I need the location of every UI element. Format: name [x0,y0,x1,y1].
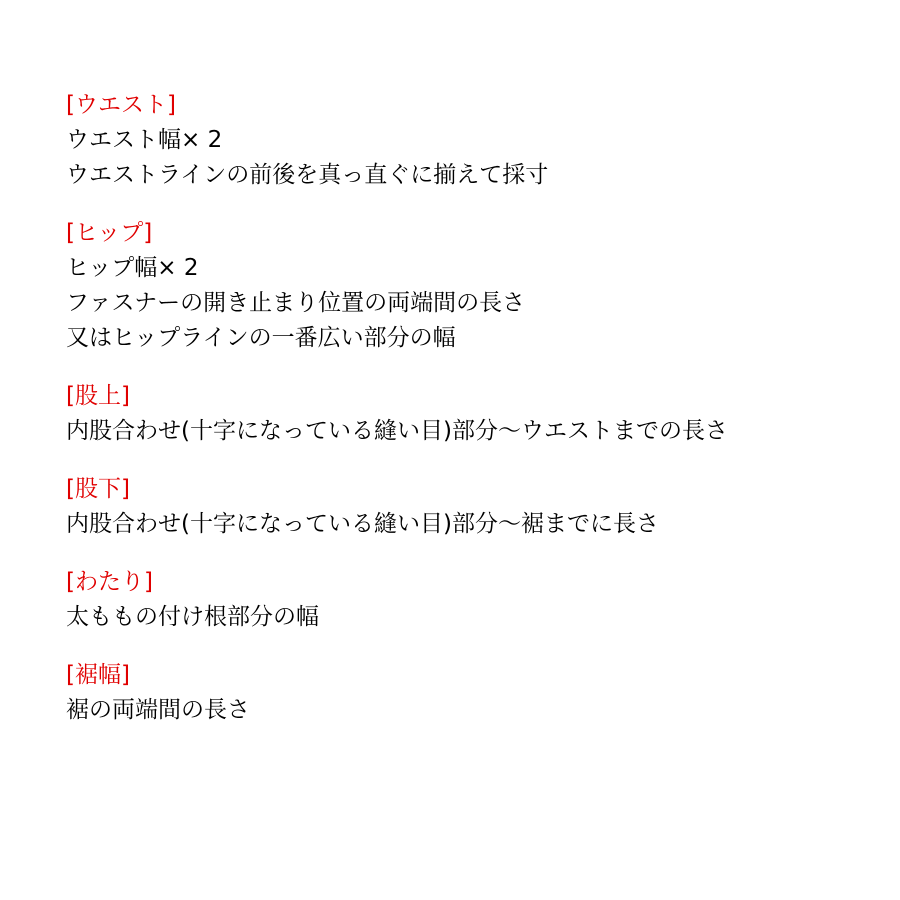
section-inseam [66,472,886,542]
section-heading-waist: [ウエスト] [66,92,176,118]
hip-line-3: 又はヒップラインの一番広い部分の幅 [66,325,456,351]
section-heading-hem-width: [裾幅] [66,662,130,688]
section-heading-inseam: [股下] [66,476,130,502]
section-hem-width [66,658,886,728]
section-waist [66,88,886,193]
section-heading-thigh: [わたり] [66,569,153,595]
hip-line-2: ファスナーの開き止まり位置の両端間の長さ [66,290,526,316]
hip-line-1: ヒップ幅× 2 [66,255,199,281]
section-heading-hip: [ヒップ] [66,220,153,246]
section-heading-rise: [股上] [66,383,130,409]
waist-line-2: ウエストラインの前後を真っ直ぐに揃えて採寸 [66,162,549,188]
section-thigh [66,565,886,635]
thigh-line-1: 太ももの付け根部分の幅 [66,604,319,630]
inseam-line-1: 内股合わせ(十字になっている縫い目)部分〜裾までに長さ [66,511,659,537]
hem-width-line-1: 裾の両端間の長さ [66,697,250,723]
rise-line-1: 内股合わせ(十字になっている縫い目)部分〜ウエストまでの長さ [66,418,728,444]
section-hip [66,216,886,356]
waist-line-1: ウエスト幅× 2 [66,127,223,153]
section-rise [66,379,886,449]
measurement-guide [66,88,886,751]
